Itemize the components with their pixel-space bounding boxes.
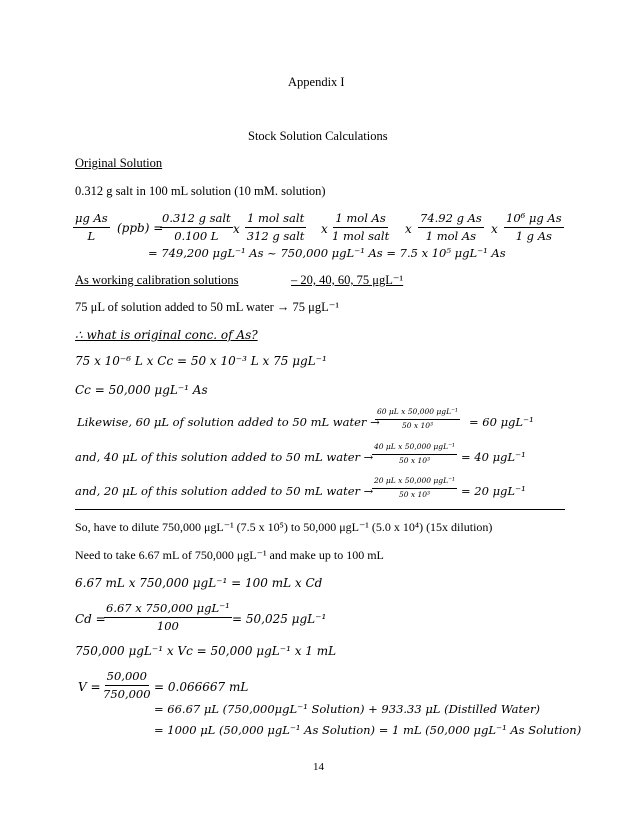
question: ∴ what is original conc. of As?	[75, 328, 258, 342]
cd-num: 6.67 x 750,000 μgL⁻¹	[104, 602, 232, 618]
conc-term-3-den: 1 mol salt	[332, 229, 390, 244]
conc-term-1-num: 0.312 g salt	[160, 212, 233, 228]
v-fraction	[103, 670, 151, 701]
v-line-3: = 1000 μL (50,000 μgL⁻¹ As Solution) = 1 mL (50,000 μgL⁻¹ As Solution)	[154, 723, 582, 737]
v-lhs: V =	[78, 680, 101, 694]
working-cal-values: – 20, 40, 60, 75 μgL⁻¹	[291, 273, 404, 287]
times-sign-1: x	[233, 222, 240, 236]
conc-lhs-fraction	[73, 212, 110, 243]
eq-75: 75 x 10⁻⁶ L x Cc = 50 x 10⁻³ L x 75 μgL⁻¹	[75, 354, 327, 368]
eq-vc: 750,000 μgL⁻¹ x Vc = 50,000 μgL⁻¹ x 1 mL	[75, 644, 337, 658]
dilution-20-num: 20 μL x 50,000 μgL⁻¹	[372, 477, 457, 489]
need-line: Need to take 6.67 mL of 750,000 μgL⁻¹ and make up to 100 mL	[75, 548, 384, 562]
conc-term-3-num: 1 mol As	[333, 212, 387, 228]
appendix-heading: Appendix I	[288, 75, 345, 89]
dilution-40-result: = 40 μgL⁻¹	[461, 450, 526, 464]
dilution-60-result: = 60 μgL⁻¹	[469, 415, 534, 429]
working-cal-label: As working calibration solutions	[75, 273, 239, 287]
dilution-40-fraction	[372, 443, 457, 465]
original-solution-desc: 0.312 g salt in 100 mL solution (10 mM. solution)	[75, 184, 326, 198]
conc-result: = 749,200 μgL⁻¹ As ~ 750,000 μgL⁻¹ As = 7.5 x 10⁵ μgL⁻¹ As	[148, 246, 506, 260]
dilution-20-result: = 20 μgL⁻¹	[461, 484, 526, 498]
conc-term-1-den: 0.100 L	[174, 229, 219, 244]
v-result: = 0.066667 mL	[154, 680, 249, 694]
conc-term-5-num: 10⁶ μg As	[504, 212, 564, 228]
v-num: 50,000	[105, 670, 149, 686]
dilution-40-num: 40 μL x 50,000 μgL⁻¹	[372, 443, 457, 455]
cd-den: 100	[156, 619, 179, 634]
conc-term-4-den: 1 mol As	[425, 229, 477, 244]
times-sign-3: x	[405, 222, 412, 236]
conc-term-5	[504, 212, 564, 243]
cd-fraction	[104, 602, 232, 633]
dilution-20-text: and, 20 μL of this solution added to 50 mL water →	[75, 484, 374, 498]
conc-term-3	[332, 212, 389, 243]
dilution-20-fraction	[372, 477, 457, 499]
conc-term-2-num: 1 mol salt	[245, 212, 306, 228]
divider	[75, 509, 565, 510]
conc-term-4-num: 74.92 g As	[418, 212, 484, 228]
conc-term-1	[160, 212, 233, 243]
conc-lhs-unit: (ppb) =	[117, 221, 164, 235]
working-75-line: 75 μL of solution added to 50 mL water → 75 μgL⁻¹	[75, 300, 340, 314]
dilution-20-den: 50 x 10³	[398, 489, 431, 499]
times-sign-2: x	[321, 222, 328, 236]
times-sign-4: x	[491, 222, 498, 236]
conc-lhs-den: L	[87, 229, 96, 244]
eq-cc: Cc = 50,000 μgL⁻¹ As	[75, 383, 208, 397]
cd-lhs: Cd =	[75, 612, 106, 626]
original-solution-label: Original Solution	[75, 156, 163, 170]
dilution-60-den: 50 x 10³	[401, 420, 434, 430]
dilution-60-text: Likewise, 60 μL of solution added to 50 mL water →	[77, 415, 380, 429]
section-title: Stock Solution Calculations	[248, 129, 388, 143]
dilution-60-fraction	[375, 408, 460, 430]
conc-term-4	[418, 212, 484, 243]
dilution-40-den: 50 x 10³	[398, 455, 431, 465]
conc-term-2-den: 312 g salt	[246, 229, 305, 244]
dilution-60-num: 60 μL x 50,000 μgL⁻¹	[375, 408, 460, 420]
v-den: 750,000	[103, 687, 151, 702]
dilution-40-text: and, 40 μL of this solution added to 50 mL water →	[75, 450, 374, 464]
cd-result: = 50,025 μgL⁻¹	[232, 612, 327, 626]
conc-term-2	[245, 212, 306, 243]
eq-cd: 6.67 mL x 750,000 μgL⁻¹ = 100 mL x Cd	[75, 576, 323, 590]
so-line: So, have to dilute 750,000 μgL⁻¹ (7.5 x 10⁵) to 50,000 μgL⁻¹ (5.0 x 10⁴) (15x dilution)	[75, 520, 493, 534]
conc-term-5-den: 1 g As	[515, 229, 552, 244]
conc-lhs-num: μg As	[73, 212, 110, 228]
page-number: 14	[313, 761, 324, 773]
v-line-2: = 66.67 μL (750,000μgL⁻¹ Solution) + 933.33 μL (Distilled Water)	[154, 702, 540, 716]
